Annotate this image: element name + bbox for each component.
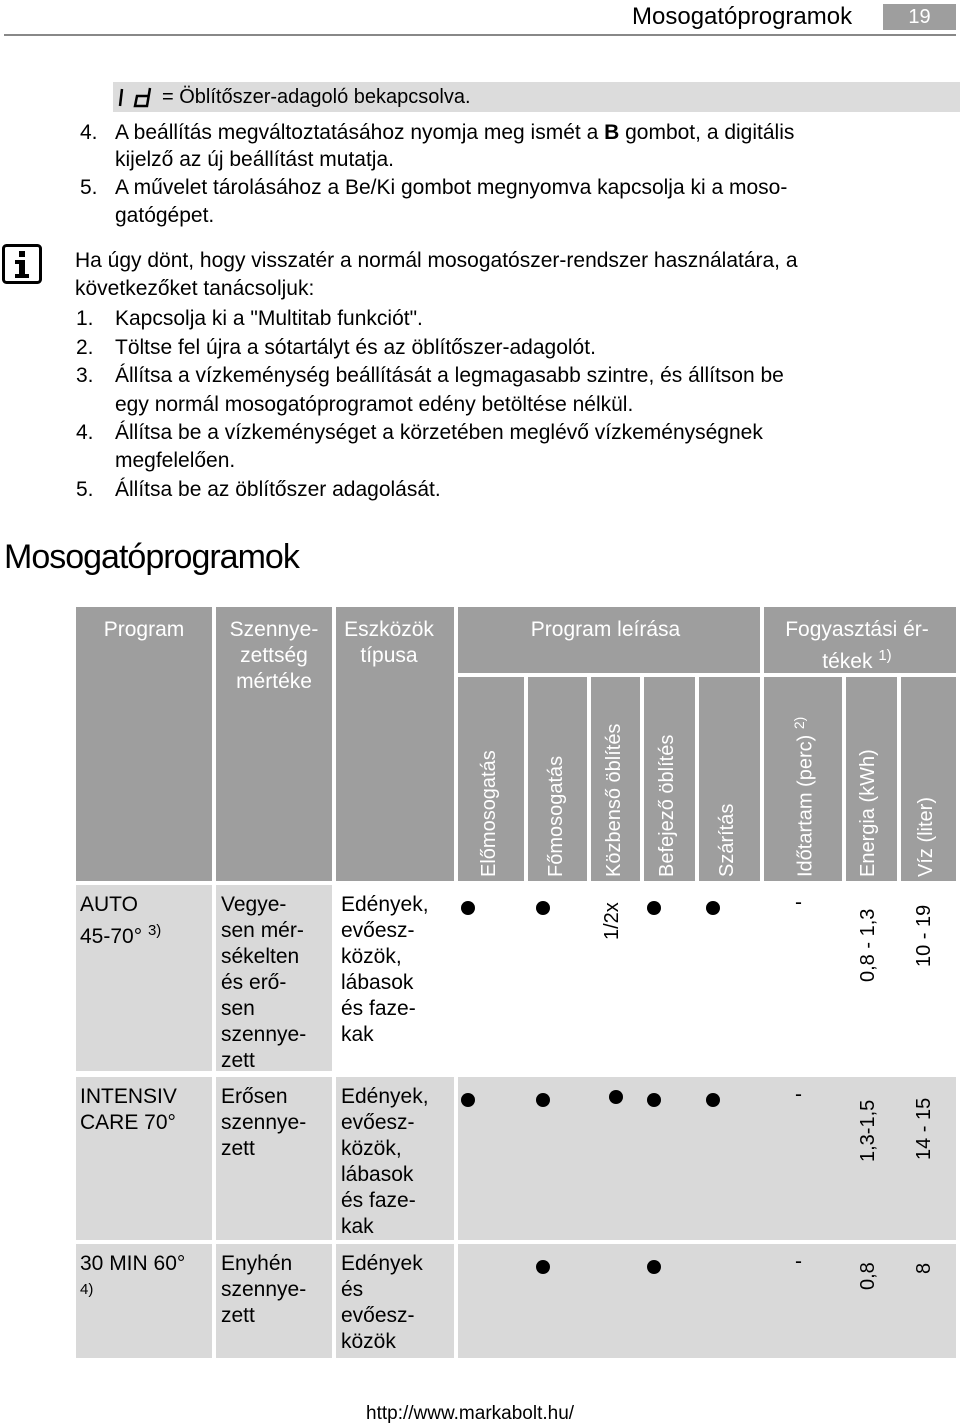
header-program-label: Program <box>103 618 185 641</box>
header-water-label: Víz (liter) <box>915 797 937 877</box>
step-text: gatógépet. <box>115 204 215 227</box>
header-consumption-label: Fogyasztási ér- tékek $^{1)}$ <box>785 618 929 673</box>
info-icon <box>2 244 42 284</box>
cell-phases <box>458 1244 956 1358</box>
info-item-text: egy normál mosogatóprogramot edény betöltése nélkül. <box>115 393 634 416</box>
info-item-number: 3. <box>76 364 94 387</box>
step-text: kijelző az új beállítást mutatja. <box>115 148 394 171</box>
program-name: AUTO 45-70° $^{3)}$ <box>80 893 162 948</box>
phase-dot <box>461 1093 475 1107</box>
step-text: A művelet tárolásához a Be/Ki gombot megnyomva kapcsolja ki a moso- <box>115 176 788 199</box>
phase-value: 1/2x <box>601 902 623 940</box>
header-rule <box>4 34 956 36</box>
duration-value: - <box>795 891 802 914</box>
phase-dot <box>461 901 475 915</box>
phase-dot <box>706 1093 720 1107</box>
info-item-text: Állítsa be az öblítőszer adagolását. <box>115 478 441 501</box>
info-item-number: 5. <box>76 478 94 501</box>
header-program <box>76 607 212 881</box>
phase-dot <box>647 1093 661 1107</box>
setting-text: = Öblítőszer-adagoló bekapcsolva. <box>162 86 471 108</box>
step-text: A beállítás megváltoztatásához nyomja meg ismét a B gombot, a digitális <box>115 121 795 144</box>
info-item-number: 4. <box>76 421 94 444</box>
info-item-text: megfelelően. <box>115 449 236 472</box>
duration-value: - <box>795 1083 802 1106</box>
energy-value: 0,8 <box>857 1262 879 1290</box>
page-number: 19 <box>883 4 956 30</box>
info-item-text: Kapcsolja ki a "Multitab funkciót". <box>115 307 423 330</box>
info-item-text: Töltse fel újra a sótartályt és az öblítőszer-adagolót. <box>115 336 596 359</box>
program-name: 30 MIN 60° 4) <box>80 1252 186 1298</box>
step-number: 5. <box>80 176 98 199</box>
water-value: 10 - 19 <box>913 904 935 967</box>
info-item-text: Állítsa a vízkeménység beállítását a legmagasabb szintre, és állítson be <box>115 364 784 387</box>
header-final-rinse-label: Befejező öblítés <box>656 734 678 877</box>
phase-dot <box>536 1260 550 1274</box>
soil-level: Vegye- sen mér- sékelten és erő- sen szennye- zett <box>221 893 307 1072</box>
header-drying-label: Szárítás <box>716 803 738 877</box>
header-prewash-label: Előmosogatás <box>478 750 500 877</box>
header-description-label: Program leírása <box>530 618 681 641</box>
header-rinse-label: Közbenső öblítés <box>603 723 625 877</box>
load-type: Edények és evőesz- közök <box>341 1252 423 1353</box>
display-segment-icon <box>116 86 154 108</box>
step-number: 4. <box>80 121 98 144</box>
load-type: Edények, evőesz- közök, lábasok és faze- kak <box>341 893 429 1046</box>
phase-dot <box>536 901 550 915</box>
phase-dot <box>647 1260 661 1274</box>
info-item-number: 2. <box>76 336 94 359</box>
info-intro: következőket tanácsoljuk: <box>75 277 315 300</box>
energy-value: 1,3-1,5 <box>857 1099 879 1162</box>
info-intro: Ha úgy dönt, hogy visszatér a normál mosogatószer-rendszer használatára, a <box>75 249 798 272</box>
header-mainwash-label: Főmosogatás <box>545 755 567 877</box>
section-title: Mosogatóprogramok <box>4 538 299 576</box>
phase-dot <box>706 901 720 915</box>
soil-level: Enyhén szennye- zett <box>221 1252 307 1327</box>
footer-url[interactable]: http://www.markabolt.hu/ <box>366 1403 575 1424</box>
duration-value: - <box>795 1250 802 1273</box>
energy-value: 0,8 - 1,3 <box>857 908 879 982</box>
soil-level: Erősen szennye- zett <box>221 1085 307 1160</box>
header-duration-label: Időtartam (perc) $^{2)}$ <box>791 716 817 877</box>
header-soil-label: Szennye- zettség mértéke <box>229 618 319 693</box>
water-value: 14 - 15 <box>913 1097 935 1160</box>
button-b-label: B <box>604 121 620 144</box>
water-value: 8 <box>913 1262 935 1274</box>
info-item-text: Állítsa be a vízkeménységet a körzetében meglévő vízkeménységnek <box>115 421 763 444</box>
header-energy-label: Energia (kWh) <box>857 749 879 877</box>
running-header-title: Mosogatóprogramok <box>632 3 853 30</box>
info-item-number: 1. <box>76 307 94 330</box>
load-type: Edények, evőesz- közök, lábasok és faze- kak <box>341 1085 429 1238</box>
phase-dot <box>609 1090 623 1104</box>
header-type-label: Eszközök típusa <box>344 618 434 667</box>
phase-dot <box>647 901 661 915</box>
phase-dot <box>536 1093 550 1107</box>
program-name: INTENSIV CARE 70° <box>80 1085 177 1134</box>
